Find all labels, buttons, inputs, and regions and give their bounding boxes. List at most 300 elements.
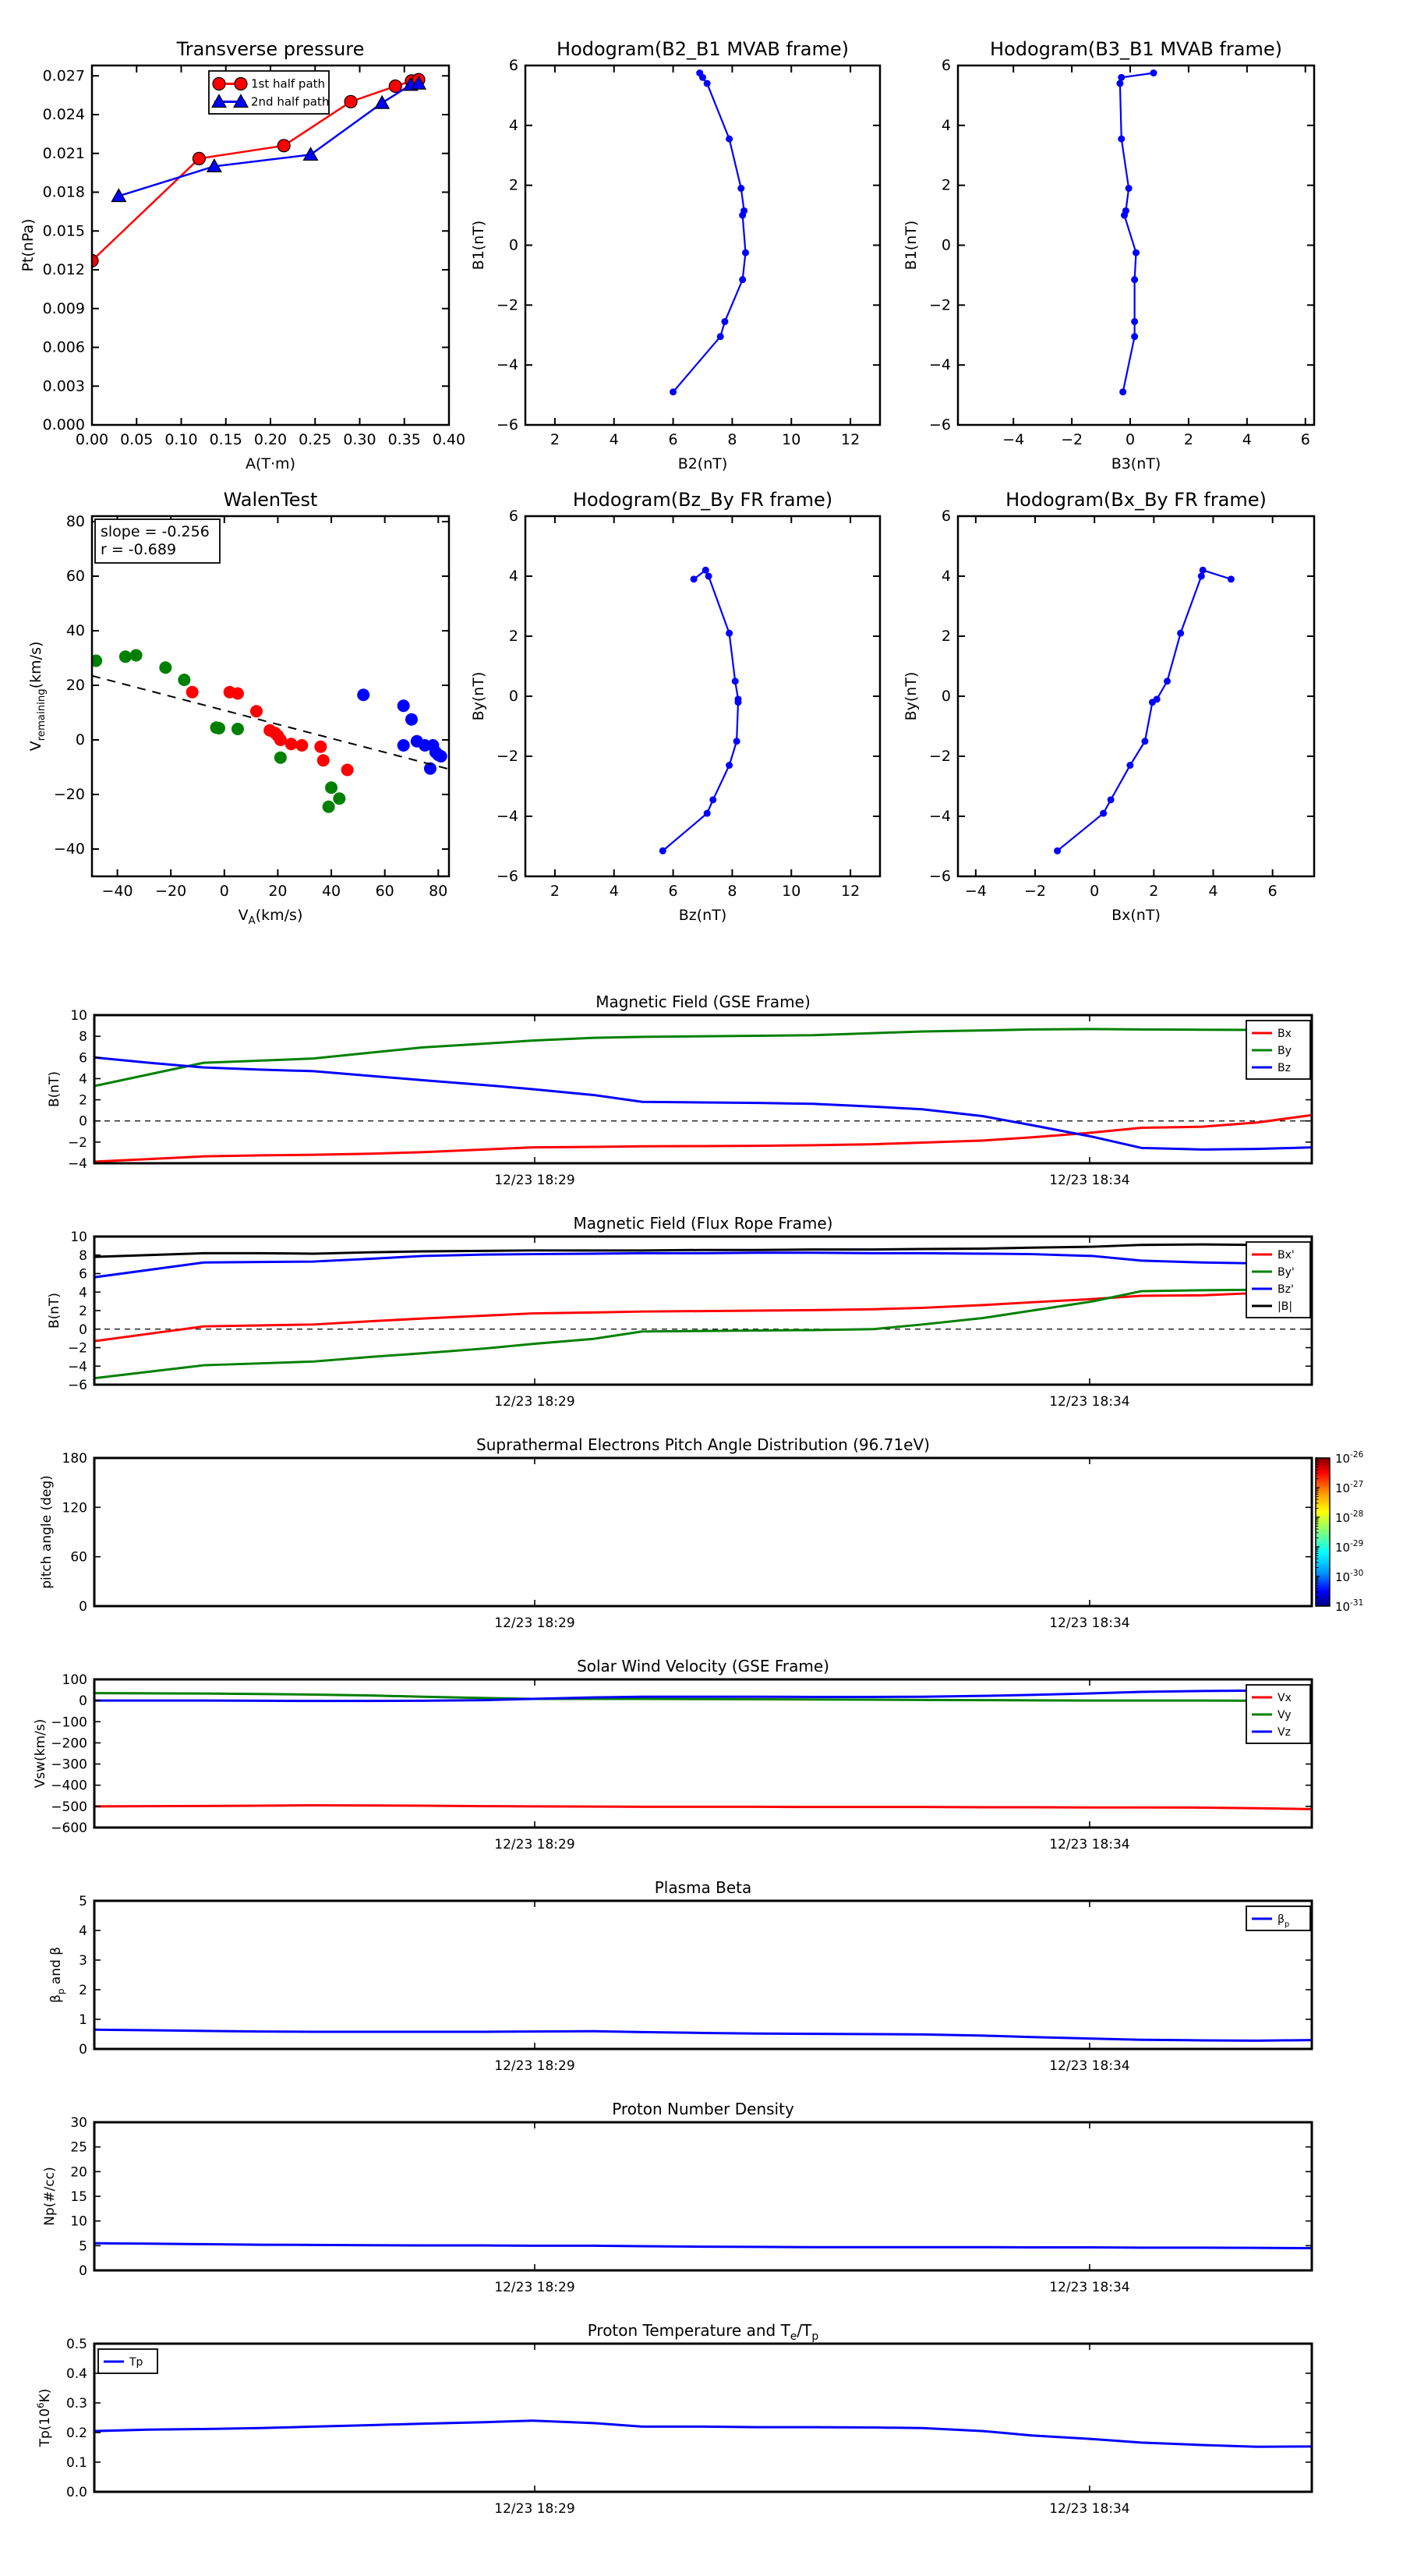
axis-ticks [92, 516, 449, 876]
circle-marker [277, 140, 290, 152]
plot-area [94, 2029, 1312, 2040]
panel-solar-wind-velocity [33, 1657, 1312, 1852]
x-tick-label: 6 [1300, 431, 1310, 448]
legend-item-label: |B| [1278, 1300, 1293, 1313]
plot-area [659, 567, 742, 855]
x-tick-label: 0.25 [299, 431, 332, 448]
x-tick-label: 12/23 18:29 [494, 1837, 575, 1852]
panel-hodogram-b2-b1 [470, 38, 880, 472]
x-tick-label: 12/23 18:34 [1049, 1394, 1130, 1410]
x-axis-label: A(T·m) [246, 455, 295, 472]
dot-marker [1126, 185, 1133, 192]
x-tick-label: 0 [219, 883, 229, 900]
y-tick-label: 80 [65, 513, 85, 530]
x-tick-label: 12/23 18:34 [1049, 2058, 1130, 2074]
y-tick-label: 0.3 [65, 2396, 87, 2411]
y-tick-label: 0 [79, 1599, 87, 1615]
scatter-point [295, 739, 308, 752]
y-axis-label: By(nT) [470, 671, 487, 721]
y-tick-label: 0 [79, 2042, 87, 2058]
y-axis-label: Np(#/cc) [42, 2167, 58, 2226]
scatter-point [333, 792, 345, 805]
y-tick-label: −6 [496, 416, 518, 433]
dot-marker [659, 847, 666, 855]
x-tick-label: −2 [1024, 883, 1047, 900]
y-tick-label: −6 [496, 868, 518, 885]
y-tick-label: 1 [79, 2012, 87, 2028]
scatter-point [130, 649, 143, 662]
axes-frame [958, 516, 1314, 876]
y-tick-label: 15 [70, 2189, 87, 2205]
scatter-point [159, 661, 171, 674]
x-tick-label: 20 [268, 883, 288, 900]
y-tick-label: 10 [70, 1230, 87, 1245]
y-tick-label: 6 [508, 508, 518, 525]
x-tick-label: 8 [727, 883, 737, 900]
x-tick-label: 0 [1090, 883, 1100, 900]
dot-marker [733, 738, 740, 745]
y-tick-label: 0 [79, 1322, 87, 1338]
plot-area [94, 1244, 1312, 1378]
legend [1246, 1021, 1310, 1079]
triangle-marker [304, 147, 318, 160]
y-tick-label: −4 [928, 356, 951, 374]
panel-title: Proton Temperature and $T_e/T_p$ [587, 2321, 819, 2343]
axes-frame [958, 65, 1314, 425]
y-tick-label: 6 [79, 1266, 87, 1283]
circle-marker [389, 80, 401, 93]
x-tick-label: 0.40 [432, 431, 466, 448]
y-tick-label: −6 [67, 1378, 87, 1393]
scatter-point [323, 801, 335, 813]
panel-proton-number-density [42, 2100, 1312, 2295]
series-line-Bx-By [1058, 570, 1232, 851]
y-tick-label: 0.018 [42, 183, 85, 201]
scatter-point [398, 699, 410, 712]
x-tick-label: 12 [840, 431, 861, 448]
panel-proton-temperature [35, 2321, 1312, 2517]
y-tick-label: 0 [941, 236, 951, 254]
y-tick-label: 6 [79, 1050, 87, 1067]
series-line-Bz [94, 1057, 1312, 1149]
y-tick-label: 6 [941, 508, 951, 525]
scatter-point [274, 734, 287, 746]
y-tick-label: 4 [79, 1923, 87, 1939]
x-axis-label: $V_A(km/s)$ [238, 907, 303, 927]
x-tick-label: 2 [550, 883, 560, 900]
dot-marker [1126, 762, 1133, 769]
series-line-By' [94, 1290, 1312, 1378]
circle-marker [213, 78, 225, 90]
panel-magnetic-field-gse [47, 993, 1312, 1188]
panel-hodogram-b3-b1 [903, 38, 1314, 472]
y-axis-label: pitch angle (deg) [39, 1475, 55, 1589]
scatter-point [231, 688, 244, 700]
panel-walen-test [27, 489, 449, 927]
y-tick-label: 10 [70, 1008, 87, 1024]
dot-marker [1177, 630, 1184, 637]
panel-title: Proton Number Density [612, 2100, 794, 2118]
scatter-point [285, 738, 298, 750]
axis-ticks [525, 65, 880, 425]
y-tick-label: −200 [51, 1736, 87, 1752]
y-tick-label: 4 [79, 1071, 87, 1088]
y-tick-label: 0 [941, 688, 951, 705]
series-line-Vx [94, 1806, 1312, 1810]
y-tick-label: −600 [51, 1821, 87, 1836]
dot-marker [1131, 333, 1138, 340]
panel-title: Plasma Beta [654, 1878, 752, 1897]
dot-marker [1108, 796, 1115, 803]
dot-marker [705, 573, 712, 580]
axes-frame [94, 2344, 1312, 2492]
x-tick-label: 12/23 18:29 [494, 2501, 575, 2517]
panel-title: Suprathermal Electrons Pitch Angle Distribution (96.71eV) [476, 1435, 930, 1454]
y-tick-label: −4 [496, 808, 518, 825]
series-line-B2-B1 [673, 73, 746, 392]
x-tick-label: −20 [155, 883, 187, 900]
dot-marker [1149, 699, 1156, 706]
legend-item-label: $\beta_p$ [1278, 1913, 1290, 1929]
dot-marker [1118, 136, 1125, 143]
axes-frame [94, 1458, 1312, 1606]
panel-title: Solar Wind Velocity (GSE Frame) [577, 1657, 829, 1675]
plot-area [1116, 69, 1157, 395]
y-tick-label: 5 [79, 1894, 87, 1909]
panel-title: Hodogram(Bx_By FR frame) [1005, 489, 1267, 511]
y-tick-label: 2 [79, 1304, 87, 1319]
y-tick-label: 60 [65, 568, 85, 585]
y-tick-label: 2 [941, 628, 951, 645]
y-tick-label: 10 [70, 2213, 87, 2230]
x-tick-label: −2 [1061, 431, 1083, 448]
panel-hodogram-bz-by [470, 489, 880, 924]
x-tick-label: 4 [1242, 431, 1252, 448]
dot-marker [1131, 318, 1138, 325]
x-axis-label: Bz(nT) [678, 907, 727, 924]
scatter-point [231, 723, 244, 735]
y-tick-label: 20 [65, 677, 85, 694]
legend [1246, 1685, 1310, 1743]
x-tick-label: 60 [375, 883, 394, 900]
scatter-point [341, 764, 354, 777]
y-tick-label: 0.024 [42, 106, 85, 124]
x-tick-label: 12 [840, 883, 861, 900]
y-tick-label: 4 [508, 116, 518, 134]
scatter-point [435, 750, 447, 763]
dot-marker [717, 333, 724, 340]
y-tick-label: −2 [928, 748, 951, 765]
y-axis-label: B1(nT) [903, 220, 920, 271]
x-tick-label: 80 [429, 883, 448, 900]
dot-marker [1118, 74, 1125, 81]
dot-marker [721, 318, 728, 325]
dot-marker [704, 80, 711, 87]
x-tick-label: 12/23 18:29 [494, 1615, 575, 1631]
axis-ticks [958, 516, 1314, 876]
series-line-By [94, 1029, 1312, 1086]
legend-item-label: Vy [1278, 1709, 1292, 1721]
y-tick-label: 5 [79, 2238, 87, 2255]
axes-frame [525, 65, 880, 425]
y-tick-label: 25 [70, 2139, 87, 2156]
x-axis-label: B3(nT) [1111, 455, 1161, 472]
x-tick-label: 10 [782, 431, 801, 448]
y-tick-label: −4 [928, 808, 951, 825]
fit-line [92, 676, 449, 770]
scatter-point [325, 781, 337, 794]
scatter-point [186, 686, 199, 699]
legend-item-label: Tp [129, 2356, 143, 2369]
plot-area [90, 649, 449, 813]
annotation-line: r = -0.689 [101, 541, 177, 558]
dot-marker [742, 249, 749, 257]
colorbar-label: $10^{-31}$ [1335, 1598, 1364, 1614]
y-axis-label: $\beta_p$ and β [48, 1946, 66, 2004]
dot-marker [1200, 567, 1207, 574]
series-line-Bx [94, 1115, 1312, 1162]
colorbar-label: $10^{-29}$ [1335, 1539, 1364, 1555]
y-tick-label: 0 [508, 236, 518, 254]
y-tick-label: 30 [70, 2115, 87, 2131]
y-tick-label: −2 [67, 1340, 87, 1357]
y-axis-label: $V_{remaining}(km/s)$ [27, 641, 48, 752]
x-tick-label: 12/23 18:34 [1049, 1173, 1130, 1188]
y-tick-label: −4 [496, 356, 518, 374]
panel-title: Hodogram(B2_B1 MVAB frame) [557, 38, 849, 60]
panel-title: WalenTest [223, 489, 318, 511]
x-tick-label: −4 [1002, 431, 1025, 448]
axis-ticks [92, 65, 449, 425]
y-axis-label: $Tp(10^6K)$ [35, 2388, 53, 2447]
scatter-group-green [90, 649, 345, 813]
y-tick-label: 0.2 [65, 2426, 87, 2441]
y-tick-label: 2 [79, 1092, 87, 1109]
triangle-marker [375, 96, 389, 108]
legend-item-label: Bx' [1278, 1249, 1295, 1261]
plot-area [670, 69, 749, 395]
panel-hodogram-bx-by [903, 489, 1314, 924]
y-tick-label: 8 [79, 1029, 87, 1046]
scatter-point [250, 705, 263, 717]
legend-item-label: 1st half path [251, 76, 326, 91]
colorbar-label: $10^{-28}$ [1335, 1509, 1364, 1525]
dot-marker [699, 74, 706, 81]
y-tick-label: 0.5 [65, 2337, 87, 2352]
y-tick-label: 0.0 [65, 2485, 87, 2500]
panel-title: Magnetic Field (Flux Rope Frame) [573, 1214, 833, 1233]
x-tick-label: 12/23 18:34 [1049, 1837, 1130, 1852]
scatter-point [119, 650, 132, 663]
x-tick-label: 0.30 [343, 431, 376, 448]
annotation-box [95, 519, 220, 563]
dot-marker [1228, 575, 1235, 582]
y-tick-label: 2 [79, 1983, 87, 1998]
y-tick-label: −400 [51, 1778, 87, 1794]
y-tick-label: 0.009 [42, 299, 85, 317]
x-tick-label: −4 [964, 883, 987, 900]
dot-marker [1119, 388, 1126, 395]
x-tick-label: 12/23 18:34 [1049, 1615, 1130, 1631]
axis-ticks [94, 1901, 1312, 2049]
legend [98, 2349, 157, 2373]
y-tick-label: 6 [508, 57, 518, 74]
legend [209, 71, 329, 114]
dot-marker [1198, 573, 1205, 580]
scatter-point [213, 722, 225, 734]
scatter-point [357, 688, 369, 701]
axis-ticks [958, 65, 1314, 425]
y-tick-label: 0.000 [42, 416, 85, 433]
legend-item-label: Vx [1278, 1692, 1292, 1704]
circle-marker [345, 95, 357, 108]
panel-magnetic-field-flux-rope [47, 1214, 1312, 1410]
y-tick-label: 40 [65, 622, 85, 639]
axes-frame [92, 516, 449, 876]
x-tick-label: 0.15 [209, 431, 242, 448]
legend [1246, 1906, 1310, 1930]
y-axis-label: B(nT) [47, 1292, 62, 1329]
series-line-|B| [94, 1244, 1312, 1257]
legend-item-label: Bx [1278, 1028, 1292, 1040]
y-tick-label: 0.1 [65, 2455, 87, 2471]
panel-title: Hodogram(B3_B1 MVAB frame) [990, 38, 1282, 60]
x-tick-label: 6 [1267, 883, 1278, 900]
x-tick-label: 0.20 [253, 431, 288, 448]
y-tick-label: −2 [496, 296, 518, 314]
scatter-point [398, 739, 410, 752]
y-tick-label: −40 [53, 840, 85, 858]
y-tick-label: −4 [67, 1359, 87, 1375]
y-tick-label: 0.027 [42, 67, 85, 85]
axes-frame [94, 1901, 1312, 2049]
series-line-Np [94, 2243, 1312, 2248]
x-tick-label: 12/23 18:29 [494, 2058, 575, 2074]
plot-area [94, 2243, 1312, 2248]
plot-area [94, 1690, 1312, 1810]
legend-item-label: 2nd half path [251, 94, 330, 109]
panel-title: Magnetic Field (GSE Frame) [595, 993, 811, 1011]
y-tick-label: 0 [79, 1693, 87, 1710]
y-tick-label: 4 [79, 1285, 87, 1301]
dot-marker [709, 796, 716, 803]
y-tick-label: 0.021 [42, 144, 85, 162]
panel-transverse-pressure [19, 38, 465, 472]
y-tick-label: −6 [928, 868, 951, 885]
colorbar [1316, 1450, 1364, 1614]
legend-item-label: By' [1278, 1266, 1295, 1279]
x-tick-label: 6 [668, 431, 678, 448]
y-tick-label: 0.003 [42, 377, 85, 395]
dot-marker [735, 699, 742, 706]
x-tick-label: 2 [550, 431, 560, 448]
y-tick-label: −2 [928, 296, 951, 314]
y-tick-label: 4 [941, 116, 951, 134]
y-tick-label: 0.012 [42, 261, 85, 279]
legend-item-label: Bz' [1278, 1283, 1294, 1296]
dot-marker [1133, 249, 1140, 257]
x-tick-label: 0.00 [75, 431, 109, 448]
y-axis-label: B1(nT) [470, 220, 487, 271]
legend [1246, 1242, 1310, 1318]
panel-electron-pitch-angle-distribution [39, 1435, 1364, 1631]
dot-marker [1054, 847, 1061, 855]
x-tick-label: 10 [782, 883, 801, 900]
y-axis-label: Vsw(km/s) [33, 1718, 48, 1789]
x-tick-label: 0.05 [120, 431, 154, 448]
x-tick-label: 0 [1125, 431, 1136, 448]
scatter-group-blue [357, 688, 447, 775]
y-tick-label: −4 [67, 1156, 87, 1172]
x-tick-label: −40 [101, 883, 133, 900]
x-tick-label: 40 [321, 883, 341, 900]
dot-marker [739, 212, 746, 219]
x-tick-label: 12/23 18:34 [1049, 2280, 1130, 2295]
y-tick-label: −2 [496, 748, 518, 765]
y-tick-label: 4 [508, 568, 518, 585]
plot-area [1054, 567, 1235, 855]
dot-marker [1121, 212, 1128, 219]
y-tick-label: 6 [941, 57, 951, 74]
panel-title: Hodogram(Bz_By FR frame) [572, 489, 833, 511]
scatter-point [317, 754, 330, 766]
series-line-B3-B1 [1120, 73, 1154, 392]
x-tick-label: 12/23 18:29 [494, 1173, 575, 1188]
panel-plasma-beta [48, 1878, 1312, 2074]
x-tick-label: 2 [1149, 883, 1159, 900]
scatter-point [178, 674, 190, 686]
y-tick-label: 8 [79, 1247, 87, 1264]
colorbar-label: $10^{-30}$ [1335, 1569, 1364, 1584]
x-tick-label: 4 [609, 883, 619, 900]
x-tick-label: 12/23 18:29 [494, 2280, 575, 2295]
y-tick-label: 60 [70, 1549, 87, 1566]
y-tick-label: 20 [70, 2164, 87, 2181]
dot-marker [1100, 810, 1107, 817]
y-tick-label: 0 [508, 688, 518, 705]
y-tick-label: 0 [75, 731, 85, 748]
dot-marker [702, 567, 709, 574]
x-tick-label: 4 [1208, 883, 1218, 900]
y-tick-label: −2 [67, 1134, 87, 1151]
x-tick-label: 2 [1183, 431, 1193, 448]
x-tick-label: 12/23 18:34 [1049, 2501, 1130, 2517]
x-axis-label: B2(nT) [677, 455, 728, 472]
y-tick-label: 100 [62, 1672, 87, 1688]
dot-marker [726, 762, 733, 769]
dot-marker [739, 276, 746, 283]
y-tick-label: 0.4 [65, 2366, 87, 2382]
legend-item-label: By [1278, 1045, 1292, 1057]
y-tick-label: 2 [941, 176, 951, 194]
series-line-βp [94, 2029, 1312, 2040]
dot-marker [691, 575, 698, 582]
colorbar-label: $10^{-26}$ [1335, 1450, 1364, 1466]
dot-marker [1150, 69, 1157, 76]
y-tick-label: −500 [51, 1799, 87, 1815]
dot-marker [1116, 80, 1123, 87]
dot-marker [732, 678, 739, 685]
x-tick-label: 8 [727, 431, 737, 448]
y-tick-label: 3 [79, 1953, 87, 1969]
y-tick-label: 0 [79, 1113, 87, 1130]
y-tick-label: 2 [508, 628, 518, 645]
scatter-point [314, 741, 327, 753]
circle-marker [193, 152, 205, 165]
x-tick-label: 12/23 18:29 [494, 1394, 575, 1410]
dot-marker [1164, 678, 1171, 685]
x-tick-label: 6 [668, 883, 678, 900]
